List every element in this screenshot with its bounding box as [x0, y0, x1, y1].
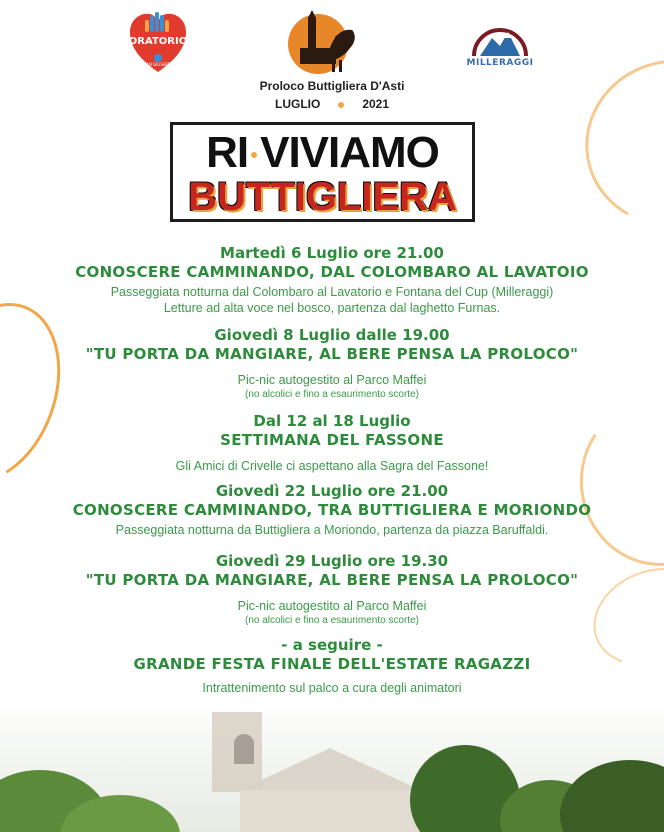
event-title: "TU PORTA DA MANGIARE, AL BERE PENSA LA PROLOCO": [85, 345, 579, 363]
oratorio-logo-text: ORATORIO: [128, 36, 188, 47]
event-description: Passeggiata notturna dal Colombaro al Lavatorio e Fontana del Cup (Milleraggi): [110, 285, 554, 299]
event-date: - a seguire -: [281, 636, 383, 654]
event-description-2: Letture ad alta voce nel bosco, partenza dal laghetto Furnas.: [163, 301, 501, 315]
month-year: [232, 97, 432, 111]
bullet-dot-icon: [338, 102, 344, 108]
church-roof: [240, 748, 420, 790]
oratorio-logo-subtext: SAN GIUSEPPE: [143, 62, 173, 67]
title-dot-icon: [251, 152, 257, 158]
event-description: Gli Amici di Crivelle ci aspettano alla Sagra del Fassone!: [175, 459, 489, 473]
event-title: CONOSCERE CAMMINANDO, DAL COLOMBARO AL LAVATOIO: [75, 263, 589, 281]
tree: [560, 760, 664, 832]
event-date: Dal 12 al 18 Luglio: [253, 412, 411, 430]
event-3: [0, 412, 664, 474]
event-description: Passeggiata notturna da Buttigliera a Moriondo, partenza da piazza Baruffaldi.: [115, 523, 549, 537]
event-6: [0, 636, 664, 696]
church-facade: [240, 790, 420, 832]
event-date: Martedì 6 Luglio ore 21.00: [220, 244, 444, 262]
event-1: [0, 244, 664, 316]
title-line-2: BUTTIGLIERA: [188, 175, 457, 219]
event-description: Pic-nic autogestito al Parco Maffei: [237, 599, 427, 613]
organizer-name: Proloco Buttigliera D'Asti: [259, 79, 405, 93]
milleraggi-logo-text: MILLERAGGI: [466, 58, 534, 68]
church-photo: [0, 700, 664, 832]
proloco-logo: [286, 8, 360, 76]
title-viviamo: VIVIAMO: [260, 128, 439, 177]
month-label: LUGLIO: [274, 97, 321, 111]
milleraggi-logo: [464, 16, 536, 72]
event-title: "TU PORTA DA MANGIARE, AL BERE PENSA LA PROLOCO": [85, 571, 579, 589]
oratorio-logo: [128, 10, 188, 74]
title-line-1: [173, 129, 472, 177]
title-ri: RI: [206, 128, 249, 177]
event-note: (no alcolici e fino a esaurimento scorte): [245, 615, 419, 626]
event-date: Giovedì 29 Luglio ore 19.30: [215, 552, 449, 570]
main-title-box: [170, 122, 475, 222]
event-4: [0, 482, 664, 538]
event-5: [0, 552, 664, 628]
event-description: Pic-nic autogestito al Parco Maffei: [237, 373, 427, 387]
event-date: Giovedì 8 Luglio dalle 19.00: [214, 326, 450, 344]
decorative-arc-top-right: [567, 40, 664, 246]
event-title: GRANDE FESTA FINALE DELL'ESTATE RAGAZZI: [133, 655, 531, 673]
event-description: Intrattenimento sul palco a cura degli animatori: [202, 681, 462, 695]
event-date: Giovedì 22 Luglio ore 21.00: [215, 482, 449, 500]
event-note: (no alcolici e fino a esaurimento scorte): [245, 389, 419, 400]
year-label: 2021: [362, 97, 390, 111]
event-2: [0, 326, 664, 402]
event-title: CONOSCERE CAMMINANDO, TRA BUTTIGLIERA E MORIONDO: [72, 501, 592, 519]
event-title: SETTIMANA DEL FASSONE: [220, 431, 444, 449]
